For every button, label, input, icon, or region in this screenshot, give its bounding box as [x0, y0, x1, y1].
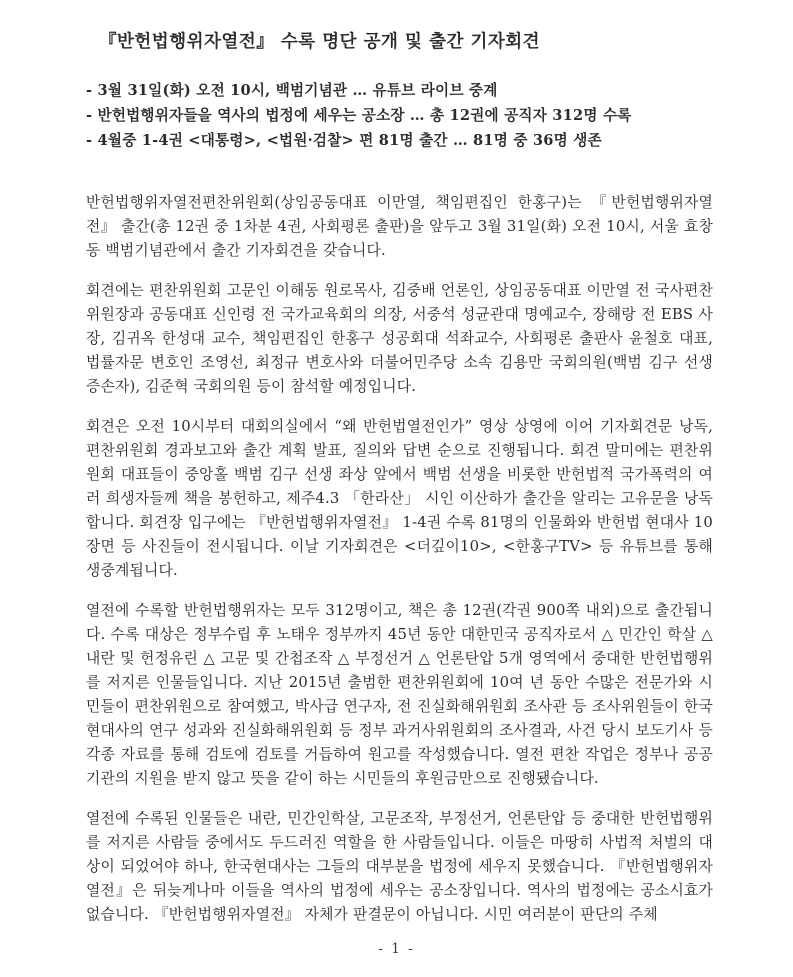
paragraph-significance: 열전에 수록된 인물들은 내란, 민간인학살, 고문조작, 부정선거, 언론탄압 등 중대한 반헌법행위를 저지른 사람들 중에서도 두드러진 역할을 한 사람들입니다. 이들은 마땅히 사법적 처벌의 대상이 되었어야 하나, 한국현대사는 그들의 대부분을 법정에 세우지 못했습니다. 『반헌법행위자열전』은 뒤늦게나마 이들을 역사의 법정에 세우는 공소장입니다. 역사의 법정에는 공소시효가 없습니다. 『반헌법행위자열전』 자체가 판결문이 아닙니다. 시민 여러분이 판단의 주체	[86, 810, 713, 923]
paragraph-attendees: 회견에는 편찬위원회 고문인 이해동 원로목사, 김중배 언론인, 상임공동대표 이만열 전 국사편찬위원장과 공동대표 신인령 전 국가교육회의 의장, 서중석 성균관대 명예교수, 장해랑 전 EBS 사장, 김귀옥 한성대 교수, 책임편집인 한홍구 성공회대 석좌교수, 사회평론 출판사 윤철호 대표, 법률자문 변호인 조영선, 최정규 변호사와 더불어민주당 소속 김용만 국회의원(백범 김구 선생 증손자), 김준혁 국회의원 등이 참석할 예정입니다.	[86, 282, 713, 395]
paragraph-program: 회견은 오전 10시부터 대회의실에서 “왜 반헌법열전인가” 영상 상영에 이어 기자회견문 낭독, 편찬위원회 경과보고와 출간 계획 발표, 질의와 답변 순으로 진행됩니다. 회견 말미에는 편찬위원회 대표들이 중앙홀 백범 김구 선생 좌상 앞에서 백범 선생을 비롯한 반헌법적 국가폭력의 여러 희생자들께 책을 봉헌하고, 제주4.3 「한라산」 시인 이산하가 출간을 알리는 고유문을 낭독합니다. 회견장 입구에는 『반헌법행위자열전』 1-4권 수록 81명의 인물화와 반헌법 현대사 10장면 등 사진들이 전시됩니다. 이날 기자회견은 <더깊이10>, <한홍구TV> 등 유튜브를 통해 생중계됩니다.	[86, 418, 713, 579]
paragraph-announcement: 반헌법행위자열전편찬위원회(상임공동대표 이만열, 책임편집인 한홍구)는 『반헌법행위자열전』 출간(총 12권 중 1차분 4권, 사회평론 출판)을 앞두고 3월 31일(화) 오전 10시, 서울 효창동 백범기념관에서 출간 기자회견을 갖습니다.	[86, 194, 713, 259]
document-title: 『반헌법행위자열전』 수록 명단 공개 및 출간 기자회견	[99, 32, 541, 52]
page-number: - 1 -	[378, 941, 415, 957]
summary-bullet-list	[86, 78, 713, 153]
paragraph-publication-details: 열전에 수록할 반헌법행위자는 모두 312명이고, 책은 총 12권(각권 900쪽 내외)으로 출간됩니다. 수록 대상은 정부수립 후 노태우 정부까지 45년 동안 대한민국 공직자로서 △ 민간인 학살 △ 내란 및 헌정유린 △ 고문 및 간첩조작 △ 부정선거 △ 언론탄압 5개 영역에서 중대한 반헌법행위를 저지른 인물들입니다. 지난 2015년 출범한 편찬위원회에 10여 년 동안 수많은 전문가와 시민들이 편찬위원으로 참여했고, 박사급 연구자, 전 진실화해위원회 조사관 등 조사위원들이 한국현대사의 연구 성과와 진실화해위원회 등 정부 과거사위원회의 조사결과, 사건 당시 보도기사 등 각종 자료를 통해 검토에 검토를 거듭하여 원고를 작성했습니다. 열전 편찬 작업은 정부나 공공기관의 지원을 받지 않고 뜻을 같이 하는 시민들의 후원금만으로 진행됐습니다.	[86, 602, 713, 787]
summary-bullet-schedule: - 3월 31일(화) 오전 10시, 백범기념관 … 유튜브 라이브 중계	[86, 82, 498, 99]
document-body	[86, 30, 713, 927]
summary-bullet-contents: - 반헌법행위자들을 역사의 법정에 세우는 공소장 … 총 12권에 공직자 312명 수록	[86, 107, 632, 124]
summary-bullet-volumes: - 4월중 1-4권 <대통령>, <법원·검찰> 편 81명 출간 … 81명 중 36명 생존	[86, 132, 602, 149]
